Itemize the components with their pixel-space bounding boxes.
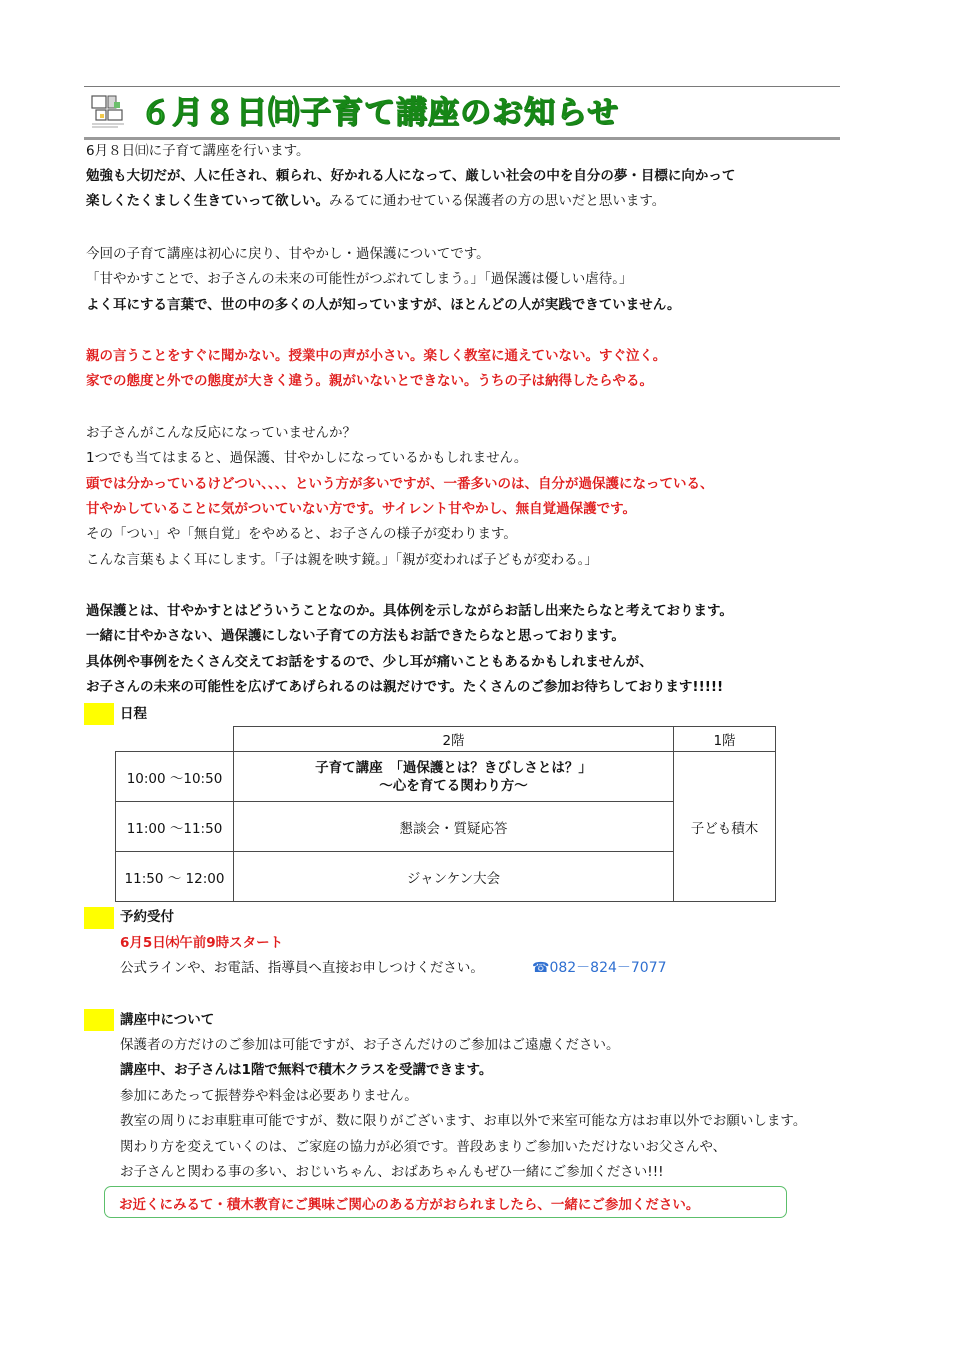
header-bottom-rule (84, 137, 840, 140)
intro-line-3 (86, 191, 665, 211)
during-line-6: お子さんと関わる事の多い、おじいちゃん、おばあちゃんもぜひ一緒にご参加ください!!! (120, 1164, 664, 1180)
during-line-1: 保護者の方だけのご参加は可能ですが、お子さんだけのご参加はご遠慮ください。 (120, 1037, 620, 1053)
question-line-1: お子さんがこんな反応になっていませんか？ (86, 425, 356, 441)
closing-line-1: 過保護とは、甘やかすとはどういうことなのか。具体例を示しながらお話し出来たらなと考えております。 (86, 603, 733, 619)
question-line-4: 甘やかしていることに気がついていない方です。サイレント甘やかし、無自覚過保護です。 (86, 501, 637, 517)
time-cell: 11:50 ～ 12:00 (116, 852, 234, 902)
symptoms-line-1: 親の言うことをすぐに聞かない。授業中の声が小さい。楽しく教室に通えていない。すぐ泣く。 (86, 348, 667, 364)
kids-blocks-cell: 子ども積木 (674, 752, 776, 902)
header-top-rule (84, 86, 840, 87)
during-line-3: 参加にあたって振替券や料金は必要ありません。 (120, 1088, 418, 1104)
program-cell: 懇談会・質疑応答 (234, 802, 674, 852)
program-cell: ジャンケン大会 (234, 852, 674, 902)
invitation-note-text: お近くにみるて・積木教育にご興味ご関心のある方がおられましたら、一緒にご参加ください。 (119, 1197, 700, 1213)
table-row (116, 752, 776, 802)
reservation-method: 公式ラインや、お電話、指導員へ直接お申しつけください。 (120, 960, 484, 976)
reservation-label: 予約受付 (120, 909, 174, 925)
reservation-marker (84, 907, 114, 929)
schedule-label: 日程 (120, 706, 147, 722)
theme-line-3: よく耳にする言葉で、世の中の多くの人が知っていますが、ほとんどの人が実践できていません。 (86, 297, 681, 313)
table-header-2f: 2階 (234, 727, 674, 752)
schedule-marker (84, 703, 114, 725)
reservation-start: 6月5日㈭午前9時スタート (120, 935, 284, 951)
intro-line-2: 勉強も大切だが、人に任され、頼られ、好かれる人になって、厳しい社会の中を自分の夢・目標に向かって (86, 168, 736, 184)
question-line-3: 頭では分かっているけどつい、、、、という方が多いですが、一番多いのは、自分が過保護になっている、 (86, 476, 714, 492)
time-cell: 11:00 ～11:50 (116, 802, 234, 852)
mirute-logo-icon (90, 92, 130, 132)
question-line-6: こんな言葉もよく耳にします。「子は親を映す鏡。」「親が変われば子どもが変わる。」 (86, 552, 598, 568)
program-subtitle: ～心を育てる関わり方～ (379, 777, 528, 794)
time-cell: 10:00 ～10:50 (116, 752, 234, 802)
closing-line-3: 具体例や事例をたくさん交えてお話をするので、少し耳が痛いこともあるかもしれませんが、 (86, 654, 653, 670)
symptoms-line-2: 家での態度と外での態度が大きく違う。親がいないとできない。うちの子は納得したらやる。 (86, 373, 653, 389)
schedule-table (115, 726, 776, 902)
question-line-5: その「つい」や「無自覚」をやめると、お子さんの様子が変わります。 (86, 526, 517, 542)
during-line-4: 教室の周りにお車駐車可能ですが、数に限りがございます、お車以外で来室可能な方はお車以外でお願いします。 (120, 1113, 807, 1129)
theme-line-1: 今回の子育て講座は初心に戻り、甘やかし・過保護についてです。 (86, 246, 490, 262)
theme-line-2: 「甘やかすことで、お子さんの未来の可能性がつぶれてしまう。」「過保護は優しい虐待。」 (86, 271, 633, 287)
intro-line-3-bold: 楽しくたくましく生きていって欲しい。 (86, 193, 329, 209)
program-cell (234, 752, 674, 802)
page-title: ６月８日㈰子育て講座のお知らせ (140, 95, 620, 131)
closing-line-4: お子さんの未来の可能性を広げてあげられるのは親だけです。たくさんのご参加お待ちしております!!!!! (86, 679, 724, 695)
table-header-1f: 1階 (674, 727, 776, 752)
during-marker (84, 1009, 114, 1031)
question-line-2: 1つでも当てはまると、過保護、甘やかしになっているかもしれません。 (86, 450, 528, 466)
table-corner (116, 727, 234, 752)
phone-number[interactable]: ☎082－824－7077 (532, 960, 667, 976)
intro-line-3-rest: みるてに通わせている保護者の方の思いだと思います。 (329, 193, 666, 209)
during-label: 講座中について (120, 1012, 215, 1028)
program-title: 子育て講座 「過保護とは？きびしさとは？」 (315, 759, 592, 776)
during-line-2: 講座中、お子さんは1階で無料で積木クラスを受講できます。 (120, 1062, 493, 1078)
closing-line-2: 一緒に甘やかさない、過保護にしない子育ての方法もお話できたらなと思っております。 (86, 628, 625, 644)
invitation-note-box (104, 1186, 787, 1218)
intro-line-1: 6月８日㈰に子育て講座を行います。 (86, 143, 310, 159)
during-line-5: 関わり方を変えていくのは、ご家庭の協力が必須です。普段あまりご参加いただけないお父さんや、 (120, 1139, 727, 1155)
